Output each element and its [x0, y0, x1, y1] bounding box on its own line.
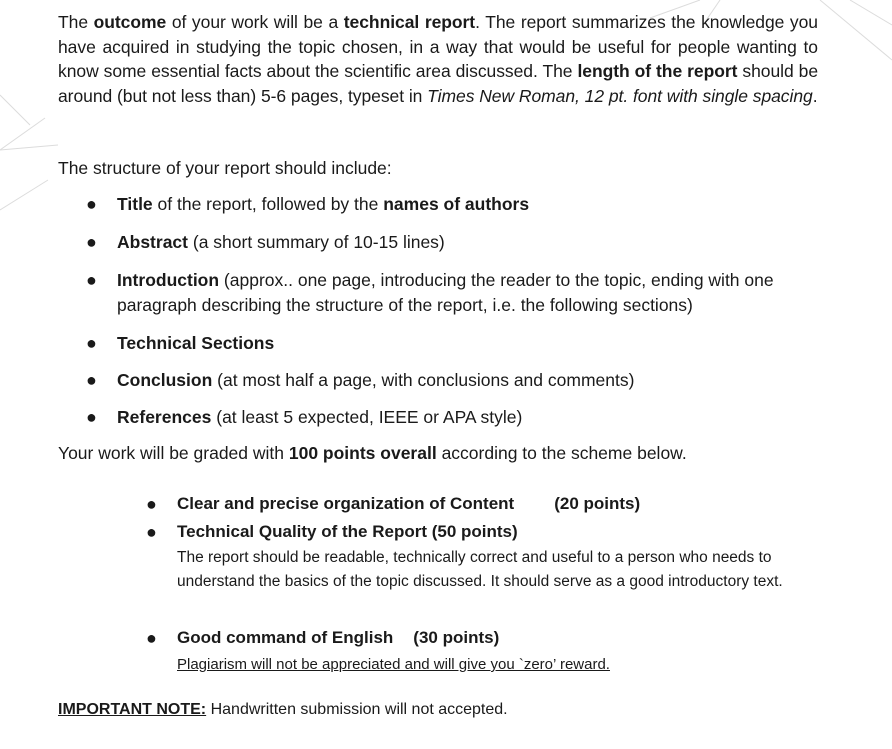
item-bold: Introduction: [117, 270, 220, 290]
list-item: [86, 230, 827, 255]
item-bold: Title: [117, 194, 153, 214]
scheme-points: (30 points): [413, 628, 500, 647]
item-text: (approx.. one page, introducing the reader to the topic, ending with one paragraph describing the structure of the report, i.e. the following sections): [117, 270, 774, 315]
intro-text-5: .: [812, 85, 818, 106]
bullet-icon: ●: [146, 494, 157, 514]
list-item: [86, 268, 827, 318]
intro-paragraph: [58, 10, 818, 108]
scheme-item-technical: [146, 522, 827, 542]
item-bold: Abstract: [117, 232, 188, 252]
scheme-label: Good command of English: [177, 628, 394, 647]
scheme-points: (20 points): [554, 494, 641, 513]
item-text: (at most half a page, with conclusions and comments): [212, 370, 635, 390]
plagiarism-warning: Plagiarism will not be appreciated and will give you `zero’ reward.: [177, 656, 610, 673]
item-text: of the report, followed by the: [152, 194, 384, 214]
intro-text-2: of your work will be a: [166, 12, 344, 32]
grading-paragraph: [58, 443, 687, 464]
item-text: (a short summary of 10-15 lines): [188, 232, 445, 252]
bullet-icon: ●: [86, 232, 97, 252]
grading-bold: 100 points overall: [288, 443, 437, 463]
intro-italic-font: Times New Roman, 12 pt. font with single spacing: [427, 85, 813, 106]
important-note: [58, 701, 508, 719]
note-label: IMPORTANT NOTE:: [58, 701, 207, 718]
scheme-item-content: [146, 494, 827, 514]
intro-bold-length: length of the report: [577, 61, 738, 82]
list-item: [86, 368, 827, 393]
scheme-item-english: [146, 628, 827, 648]
note-text: Handwritten submission will not accepted.: [206, 701, 508, 718]
grading-text-2: according to the scheme below.: [436, 443, 687, 463]
intro-bold-technical-report: technical report: [343, 12, 476, 32]
intro-text-4: should be around (but not less than) 5-6 pages, typeset in: [58, 61, 818, 106]
item-bold-2: names of authors: [383, 194, 530, 214]
intro-text-3: . The report summarizes the knowledge you have acquired in studying the topic chosen, in a way that would be useful for people wanting to know some essential facts about the scientific area discussed. The: [58, 12, 818, 82]
intro-text-1: The: [58, 12, 94, 32]
scheme-label: Clear and precise organization of Content: [177, 494, 515, 513]
list-item: [86, 331, 827, 356]
quality-description: The report should be readable, technically correct and useful to a person who needs to understand the basics of the topic discussed. It should serve as a good introductory text.: [177, 549, 783, 590]
bullet-icon: ●: [86, 333, 97, 353]
intro-bold-outcome: outcome: [93, 12, 167, 32]
item-bold: Technical Sections: [117, 333, 275, 353]
structure-heading: The structure of your report should include:: [58, 158, 392, 178]
list-item: [86, 192, 827, 217]
list-item: [86, 405, 827, 430]
bullet-icon: ●: [146, 628, 157, 648]
bullet-icon: ●: [86, 270, 97, 290]
item-bold: Conclusion: [117, 370, 213, 390]
grading-text-1: Your work will be graded with: [58, 443, 289, 463]
item-text: (at least 5 expected, IEEE or APA style): [211, 407, 523, 427]
bullet-icon: ●: [86, 370, 97, 390]
item-bold: References: [117, 407, 212, 427]
bullet-icon: ●: [86, 407, 97, 427]
bullet-icon: ●: [86, 194, 97, 214]
scheme-label: Technical Quality of the Report (50 points): [177, 522, 518, 541]
bullet-icon: ●: [146, 522, 157, 542]
